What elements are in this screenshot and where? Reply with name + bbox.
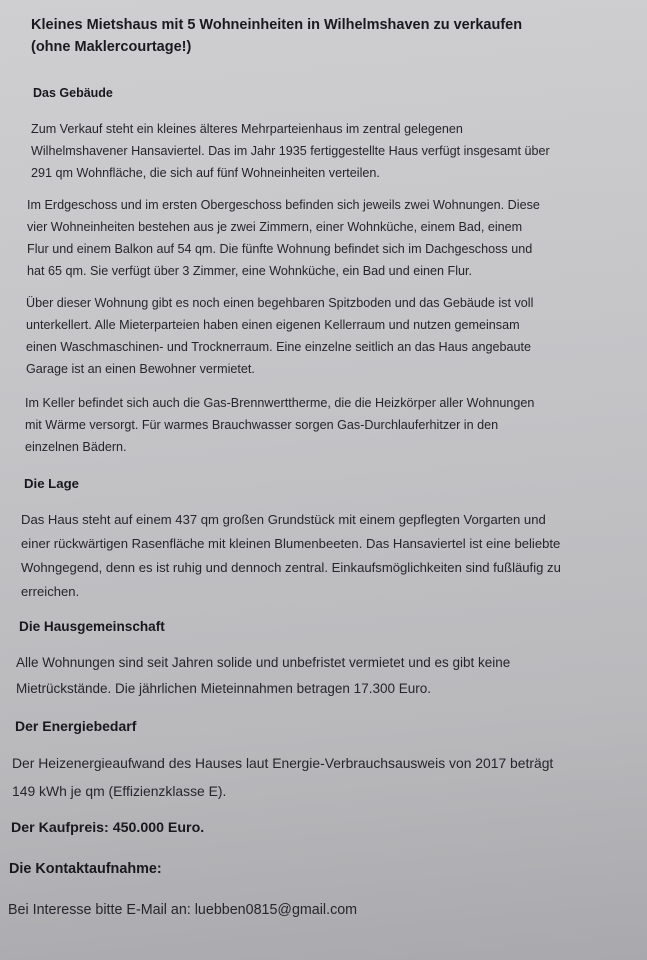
heading-gebaeude: Das Gebäude (33, 86, 113, 100)
text-line: Zum Verkauf steht ein kleines älteres Mehrparteienhaus im zentral gelegenen (31, 122, 463, 136)
paragraph-gebaeude-4 (25, 392, 534, 458)
title-line-1: Kleines Mietshaus mit 5 Wohneinheiten in Wilhelmshaven zu verkaufen (31, 17, 523, 33)
title-line-2: (ohne Maklercourtage!) (31, 39, 192, 55)
heading-kaufpreis: Der Kaufpreis: 450.000 Euro. (11, 820, 205, 836)
text-line: Der Heizenergieaufwand des Hauses laut Energie-Verbrauchsausweis von 2017 beträgt (12, 755, 554, 771)
heading-kontaktaufnahme: Die Kontaktaufnahme: (9, 861, 162, 877)
text-line: mit Wärme versorgt. Für warmes Brauchwasser sorgen Gas-Durchlauferhitzer in den (25, 418, 499, 432)
heading-hausgemeinschaft: Die Hausgemeinschaft (19, 619, 165, 634)
text-line: Mietrückstände. Die jährlichen Mieteinnahmen betragen 17.300 Euro. (16, 681, 431, 696)
text-line: Wilhelmshavener Hansaviertel. Das im Jahr 1935 fertiggestellte Haus verfügt insgesamt über (31, 144, 550, 158)
paragraph-gebaeude-3 (26, 292, 533, 380)
paragraph-gebaeude-2 (27, 194, 540, 282)
text-line: Wohngegend, denn es ist ruhig und dennoch zentral. Einkaufsmöglichkeiten sind fußläufig zu (21, 560, 561, 575)
text-line: Garage ist an einen Bewohner vermietet. (26, 362, 255, 376)
text-line: einzelnen Bädern. (25, 440, 127, 454)
text-line: 291 qm Wohnfläche, die sich auf fünf Wohneinheiten verteilen. (31, 166, 380, 180)
text-line: hat 65 qm. Sie verfügt über 3 Zimmer, eine Wohnküche, ein Bad und einen Flur. (27, 264, 472, 278)
paragraph-lage (21, 508, 561, 604)
text-line: erreichen. (21, 584, 80, 599)
text-line: einer rückwärtigen Rasenfläche mit kleinen Blumenbeeten. Das Hansaviertel ist eine beliebte (21, 536, 561, 551)
text-line: 149 kWh je qm (Effizienzklasse E). (12, 783, 227, 799)
paragraph-hausgemeinschaft (16, 650, 510, 702)
text-line: Das Haus steht auf einem 437 qm großen Grundstück mit einem gepflegten Vorgarten und (21, 512, 546, 527)
contact-text: Bei Interesse bitte E-Mail an: luebben0815@gmail.com (8, 902, 358, 918)
text-line: unterkellert. Alle Mieterparteien haben einen eigenen Kellerraum und nutzen gemeinsam (26, 318, 520, 332)
text-line: vier Wohneinheiten bestehen aus je zwei Zimmern, einer Wohnküche, einem Bad, einem (27, 220, 523, 234)
text-line: Im Erdgeschoss und im ersten Obergeschoss befinden sich jeweils zwei Wohnungen. Diese (27, 198, 540, 212)
contact-line (8, 898, 357, 922)
text-line: Flur und einem Balkon auf 54 qm. Die fünfte Wohnung befindet sich im Dachgeschoss und (27, 242, 533, 256)
text-line: Alle Wohnungen sind seit Jahren solide und unbefristet vermietet und es gibt keine (16, 655, 511, 670)
paragraph-energiebedarf (12, 749, 553, 805)
text-line: einen Waschmaschinen- und Trocknerraum. Eine einzelne seitlich an das Haus angebaute (26, 340, 531, 354)
heading-energiebedarf: Der Energiebedarf (15, 718, 137, 734)
heading-lage: Die Lage (24, 476, 79, 491)
text-line: Über dieser Wohnung gibt es noch einen begehbaren Spitzboden und das Gebäude ist voll (26, 296, 534, 310)
document-title (31, 14, 621, 58)
paragraph-gebaeude-1 (31, 118, 550, 184)
text-line: Im Keller befindet sich auch die Gas-Brennwerttherme, die die Heizkörper aller Wohnungen (25, 396, 535, 410)
